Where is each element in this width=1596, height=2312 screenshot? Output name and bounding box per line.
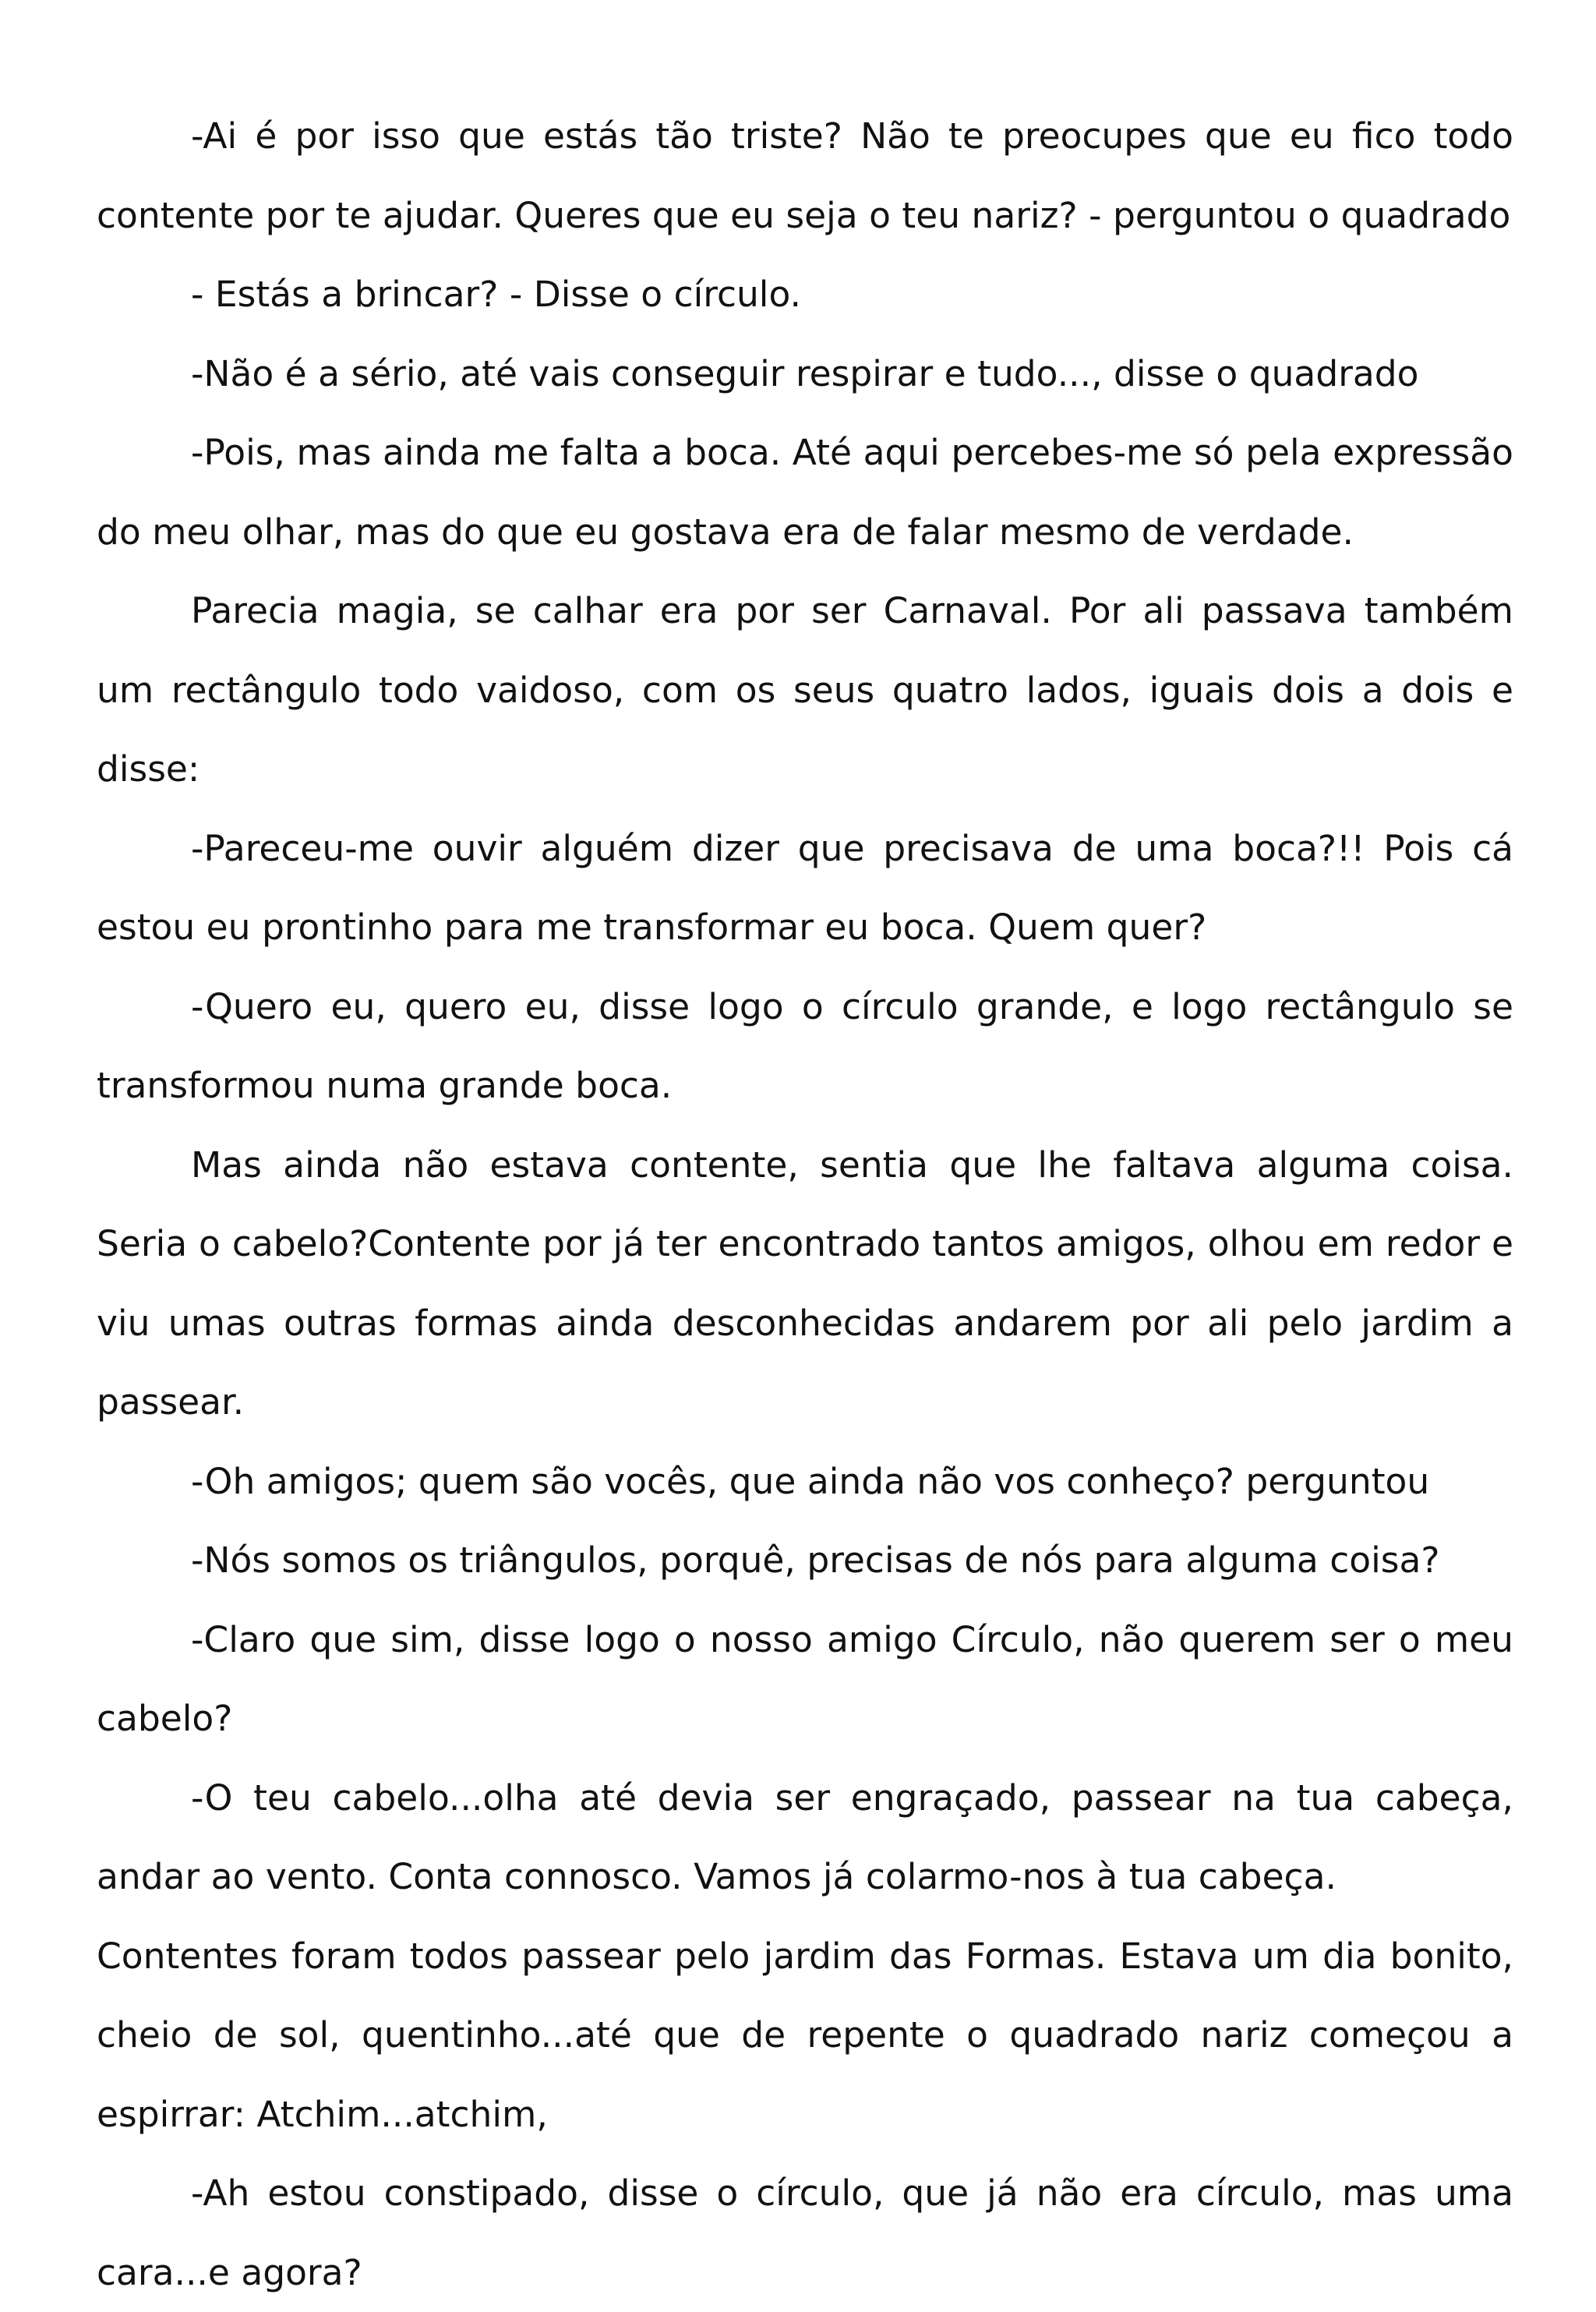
paragraph-11: -Claro que sim, disse logo o nosso amigo Círculo, não querem ser o meu cabelo? — [97, 1618, 1513, 1739]
paragraph-14: -Ah estou constipado, disse o círculo, que já não era círculo, mas uma cara...e agora? — [97, 2172, 1513, 2293]
paragraph-2: - Estás a brincar? - Disse o círculo. — [191, 274, 801, 315]
paragraph-10: -Nós somos os triângulos, porquê, precisas de nós para alguma coisa? — [191, 1540, 1440, 1581]
paragraph-13: Contentes foram todos passear pelo jardim das Formas. Estava um dia bonito, cheio de sol, quentinho...até que de repente o quadrado nariz começou a espirrar: Atchim...atchim, — [97, 1935, 1513, 2135]
document-page — [97, 97, 1513, 2312]
paragraph-8: Mas ainda não estava contente, sentia que lhe faltava alguma coisa. Seria o cabelo?Contente por já ter encontrado tantos amigos, olhou em redor e viu umas outras formas ainda desconhecidas andarem por ali pelo jardim a passear. — [97, 1144, 1513, 1423]
paragraph-1: -Ai é por isso que estás tão triste? Não te preocupes que eu fico todo contente por te ajudar. Queres que eu seja o teu nariz? - perguntou o quadrado — [97, 115, 1513, 236]
paragraph-5: Parecia magia, se calhar era por ser Carnaval. Por ali passava também um rectângulo todo vaidoso, com os seus quatro lados, iguais dois a dois e disse: — [97, 590, 1513, 790]
paragraph-9: -Oh amigos; quem são vocês, que ainda não vos conheço? perguntou — [191, 1460, 1430, 1502]
paragraph-3: -Não é a sério, até vais conseguir respirar e tudo..., disse o quadrado — [191, 352, 1419, 394]
paragraph-4: -Pois, mas ainda me falta a boca. Até aqui percebes-me só pela expressão do meu olhar, mas do que eu gostava era de falar mesmo de verdade. — [97, 432, 1513, 553]
paragraph-6: -Pareceu-me ouvir alguém dizer que precisava de uma boca?!! Pois cá estou eu prontinho para me transformar eu boca. Quem quer? — [97, 827, 1513, 948]
paragraph-7: -Quero eu, quero eu, disse logo o círculo grande, e logo rectângulo se transformou numa grande boca. — [97, 985, 1513, 1106]
paragraph-12: -O teu cabelo...olha até devia ser engraçado, passear na tua cabeça, andar ao vento. Conta connosco. Vamos já colarmo-nos à tua cabeça. — [97, 1776, 1513, 1897]
